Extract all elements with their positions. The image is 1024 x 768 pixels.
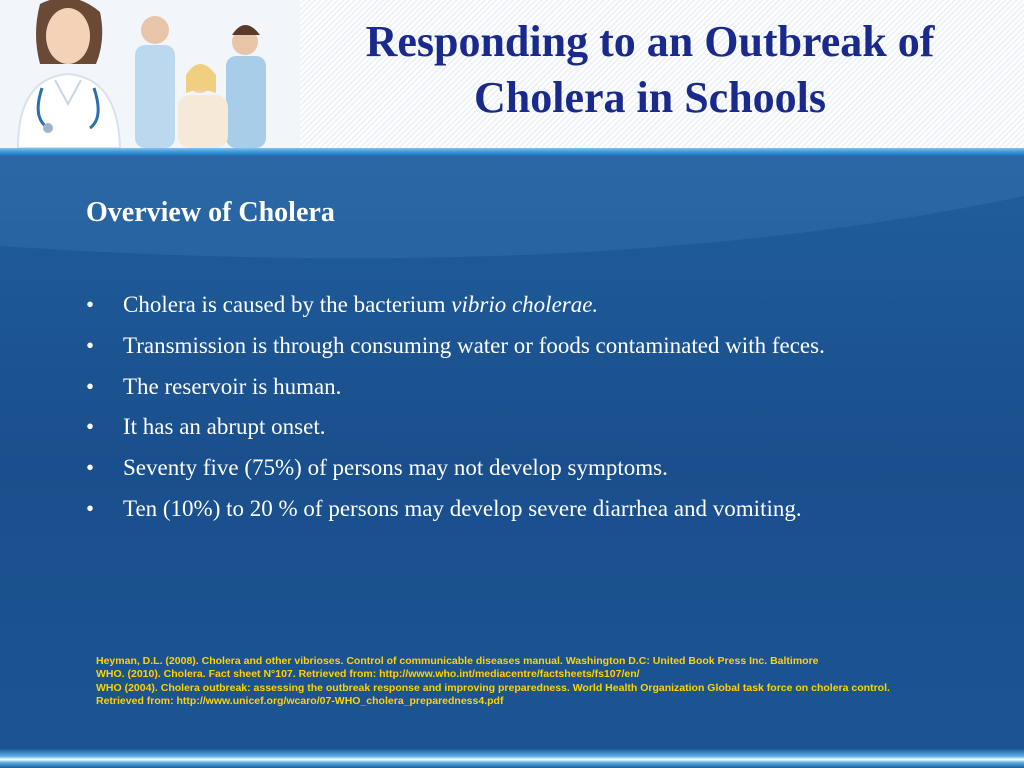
reference-line: WHO. (2010). Cholera. Fact sheet N°107. Retrieved from: http://www.who.int/mediacentre/factsheets/fs107/en/	[96, 668, 640, 681]
bullet-marker: •	[86, 292, 95, 317]
bullet-text: Transmission is through consuming water or foods contaminated with feces.	[123, 332, 825, 358]
bullet-text: Seventy five (75%) of persons may not develop symptoms.	[123, 455, 668, 481]
bullet-item	[86, 374, 1006, 400]
section-heading: Overview of Cholera	[86, 197, 335, 228]
bullet-text: It has an abrupt onset.	[123, 414, 326, 440]
bullet-text: The reservoir is human.	[123, 373, 342, 399]
bullet-marker: •	[86, 414, 95, 440]
reference-line: Heyman, D.L. (2008). Cholera and other vibrioses. Control of communicable diseases manual. Washington D.C: United Book Press Inc. Baltimore	[96, 655, 819, 667]
bullet-list	[86, 292, 1006, 537]
bullet-marker: •	[86, 332, 95, 358]
bullet-text: Cholera is caused by the bacterium	[123, 292, 452, 317]
references	[96, 655, 996, 709]
bullet-item	[86, 496, 1006, 522]
title-line-1: Responding to an Outbreak of	[365, 17, 935, 66]
header-divider	[0, 148, 1024, 156]
bullet-marker: •	[86, 373, 95, 399]
reference-line: Retrieved from: http://www.unicef.org/wcaro/07-WHO_cholera_preparedness4.pdf	[96, 695, 504, 708]
bullet-item	[86, 292, 1006, 318]
slide-title	[300, 14, 1000, 126]
footer-divider	[0, 749, 1024, 768]
bullet-italic-text: vibrio cholerae.	[451, 292, 599, 317]
bullet-marker: •	[86, 455, 95, 481]
bullet-text: Ten (10%) to 20 % of persons may develop severe diarrhea and vomiting.	[123, 495, 802, 521]
header-banner	[0, 0, 1024, 148]
medical-staff-image	[0, 0, 300, 148]
bullet-marker: •	[86, 495, 95, 521]
bullet-item	[86, 333, 1006, 359]
reference-line: WHO (2004). Cholera outbreak: assessing the outbreak response and improving preparedness. World Health Organization Global task force on cholera control.	[96, 681, 890, 694]
title-line-2: Cholera in Schools	[473, 73, 827, 122]
bullet-item	[86, 455, 1006, 481]
bullet-item	[86, 414, 1006, 440]
